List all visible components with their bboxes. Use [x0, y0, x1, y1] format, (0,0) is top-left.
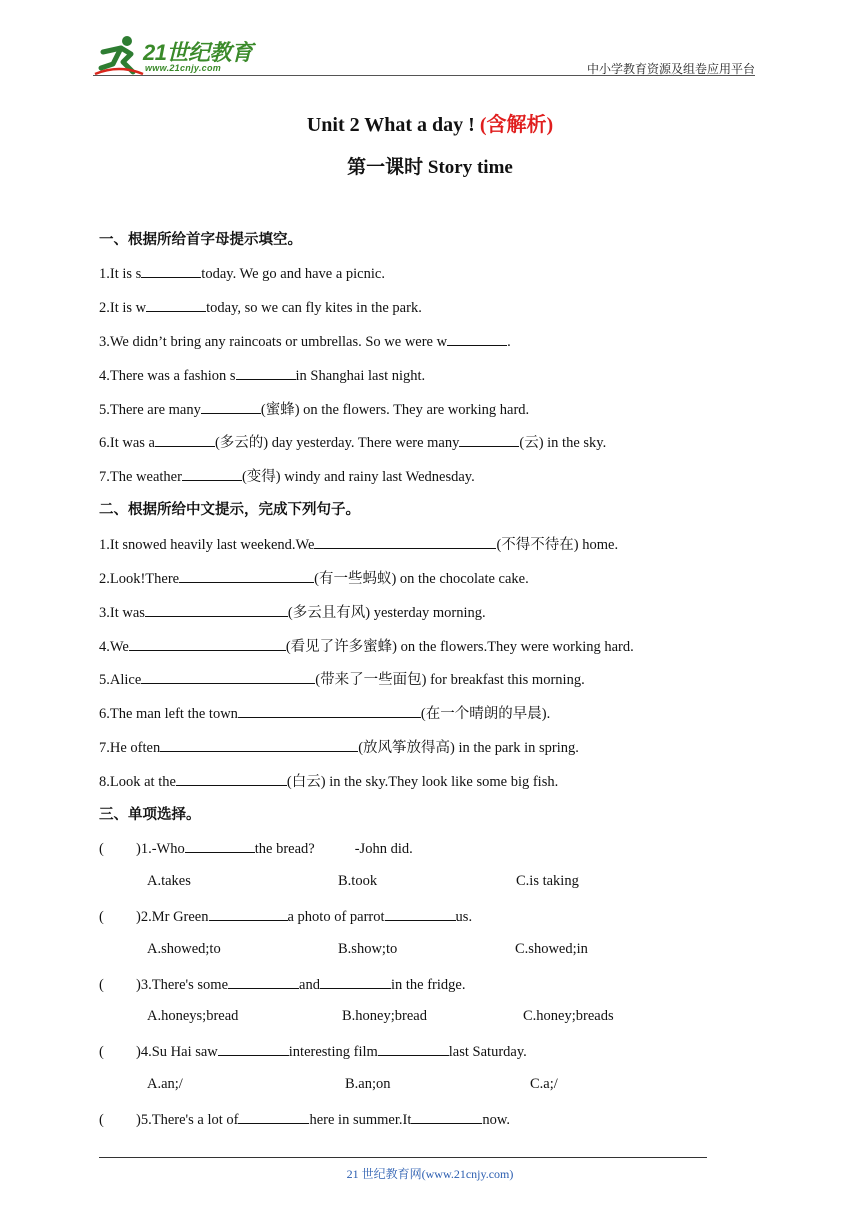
answer-blank[interactable]: [155, 433, 215, 447]
page-subtitle: 第一课时 Story time: [347, 157, 513, 178]
answer-blank[interactable]: [238, 1110, 309, 1124]
s2-item-5: 5.Alice (带来了一些面包) for breakfast this morning.: [99, 672, 585, 688]
answer-blank[interactable]: [411, 1110, 482, 1124]
mc-question-2: ( )2.Mr Green a photo of parrot us.: [99, 909, 473, 925]
answer-blank[interactable]: [182, 467, 242, 481]
option-b[interactable]: B.took: [338, 873, 378, 889]
mc-question-4: ( )4.Su Hai saw interesting film last Saturday.: [99, 1044, 527, 1060]
answer-paren-open[interactable]: (: [99, 841, 104, 857]
answer-blank[interactable]: [146, 298, 206, 312]
option-b[interactable]: B.an;on: [345, 1076, 391, 1092]
answer-blank[interactable]: [314, 535, 496, 549]
option-c[interactable]: C.a;/: [530, 1076, 558, 1092]
option-a[interactable]: A.an;/: [147, 1076, 183, 1092]
answer-paren-open[interactable]: (: [99, 1112, 104, 1128]
s1-item-1: 1.It is s today. We go and have a picnic.: [99, 266, 385, 282]
option-c[interactable]: C.is taking: [516, 873, 579, 889]
answer-blank[interactable]: [145, 603, 288, 617]
answer-blank[interactable]: [176, 772, 287, 786]
s1-item-3: 3.We didn’t bring any raincoats or umbrellas. So we were w .: [99, 334, 511, 350]
answer-blank[interactable]: [228, 975, 299, 989]
answer-paren-open[interactable]: (: [99, 977, 104, 993]
answer-paren-close: ): [136, 909, 141, 925]
mc-question-5: ( )5.There's a lot of here in summer.It now.: [99, 1112, 511, 1128]
answer-paren-open[interactable]: (: [99, 1044, 104, 1060]
answer-paren-close: ): [136, 1112, 141, 1128]
section-3-heading: 三、单项选择。: [99, 807, 201, 823]
mc-question-3: ( )3.There's some and in the fridge.: [99, 977, 466, 993]
option-c[interactable]: C.honey;breads: [523, 1008, 614, 1024]
footer-divider: [99, 1157, 707, 1158]
s2-item-6: 6.The man left the town (在一个晴朗的早晨).: [99, 706, 551, 722]
option-a[interactable]: A.takes: [147, 873, 191, 889]
answer-blank[interactable]: [141, 264, 201, 278]
s2-item-8: 8.Look at the (白云) in the sky.They look like some big fish.: [99, 774, 559, 790]
footer-link[interactable]: 21 世纪教育网(www.21cnjy.com): [346, 1167, 514, 1181]
option-b[interactable]: B.show;to: [338, 941, 398, 957]
answer-blank[interactable]: [185, 839, 255, 853]
mc-question-1: ( )1.-Who the bread? -John did.: [99, 841, 413, 857]
answer-paren-close: ): [136, 977, 141, 993]
s2-item-2: 2.Look!There (有一些蚂蚁) on the chocolate cake.: [99, 571, 529, 587]
s2-item-4: 4.We (看见了许多蜜蜂) on the flowers.They were working hard.: [99, 639, 634, 655]
answer-paren-close: ): [136, 841, 141, 857]
answer-blank[interactable]: [141, 670, 315, 684]
answer-blank[interactable]: [378, 1042, 449, 1056]
s2-item-7: 7.He often (放风筝放得高) in the park in spring.: [99, 740, 579, 756]
logo-url: www.21cnjy.com: [145, 63, 222, 73]
answer-blank[interactable]: [209, 907, 288, 921]
s1-item-6: 6.It was a (多云的) day yesterday. There were many (云) in the sky.: [99, 435, 607, 451]
answer-blank[interactable]: [459, 433, 519, 447]
answer-blank[interactable]: [218, 1042, 289, 1056]
runner-logo-icon: [93, 34, 145, 78]
answer-blank[interactable]: [385, 907, 456, 921]
answer-blank[interactable]: [447, 332, 507, 346]
answer-blank[interactable]: [236, 366, 296, 380]
option-b[interactable]: B.honey;bread: [342, 1008, 427, 1024]
header-divider: [93, 75, 755, 76]
title-tag: (含解析): [479, 114, 554, 136]
option-a[interactable]: A.honeys;bread: [147, 1008, 239, 1024]
answer-blank[interactable]: [320, 975, 391, 989]
section-1-heading: 一、根据所给首字母提示填空。: [99, 232, 302, 248]
section-2-heading: 二、根据所给中文提示，完成下列句子。: [99, 502, 360, 518]
s2-item-1: 1.It snowed heavily last weekend.We (不得不待在) home.: [99, 537, 619, 553]
site-logo: [93, 34, 268, 78]
page-title: [0, 108, 860, 137]
answer-paren-close: ): [136, 1044, 141, 1060]
s2-item-3: 3.It was (多云且有风) yesterday morning.: [99, 605, 486, 621]
answer-blank[interactable]: [160, 738, 358, 752]
s1-item-5: 5.There are many (蜜蜂) on the flowers. They are working hard.: [99, 402, 530, 418]
s1-item-7: 7.The weather (变得) windy and rainy last Wednesday.: [99, 469, 475, 485]
option-c[interactable]: C.showed;in: [515, 941, 588, 957]
logo-text: 21世纪教育: [143, 40, 253, 65]
s1-item-4: 4.There was a fashion s in Shanghai last night.: [99, 368, 426, 384]
answer-blank[interactable]: [238, 704, 421, 718]
platform-name: 中小学教育资源及组卷应用平台: [586, 62, 755, 76]
answer-paren-open[interactable]: (: [99, 909, 104, 925]
option-a[interactable]: A.showed;to: [147, 941, 221, 957]
title-main: Unit 2 What a day !: [306, 114, 475, 136]
answer-blank[interactable]: [129, 637, 286, 651]
answer-blank[interactable]: [179, 569, 314, 583]
answer-blank[interactable]: [201, 400, 261, 414]
s1-item-2: 2.It is w today, so we can fly kites in the park.: [99, 300, 422, 316]
